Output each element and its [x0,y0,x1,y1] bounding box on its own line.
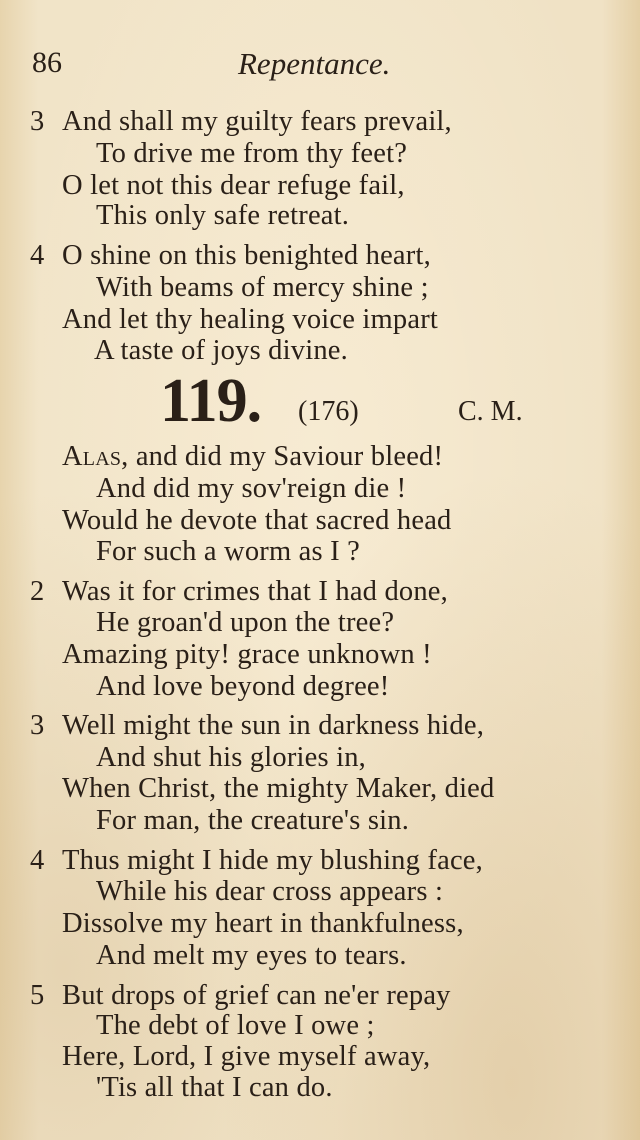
stanza-number: 5 [30,980,45,1011]
verse-line: When Christ, the mighty Maker, died [62,773,495,804]
hymn-meter: C. M. [458,396,523,427]
verse-line: Well might the sun in darkness hide, [62,710,485,741]
stanza-number: 4 [30,240,45,271]
verse-line: For man, the creature's sin. [96,805,410,836]
verse-line-rest: and did my Saviour bleed! [128,441,444,472]
verse-line: This only safe retreat. [96,200,350,231]
verse-line: Dissolve my heart in thankfulness, [62,908,464,939]
verse-line: Was it for crimes that I had done, [62,576,448,607]
verse-line: And did my sov'reign die ! [96,473,407,504]
verse-line: With beams of mercy shine ; [96,272,429,303]
verse-line [62,441,443,473]
verse-line: Thus might I hide my blushing face, [62,845,483,876]
stanza-number: 2 [30,576,45,607]
verse-line: For such a worm as I ? [96,536,361,567]
verse-line: And let thy healing voice impart [62,304,439,335]
stanza-number: 3 [30,106,45,137]
verse-line: Amazing pity! grace unknown ! [62,639,432,670]
hymn-reference: (176) [298,396,359,427]
verse-line: The debt of love I owe ; [96,1010,375,1041]
verse-line: And shall my guilty fears prevail, [62,106,452,137]
verse-line: But drops of grief can ne'er repay [62,980,451,1011]
verse-line: He groan'd upon the tree? [96,607,395,638]
verse-line: 'Tis all that I can do. [96,1072,333,1103]
stanza-number: 3 [30,710,45,741]
verse-line: O let not this dear refuge fail, [62,170,405,201]
running-title: Repentance. [238,46,391,81]
verse-line: To drive me from thy feet? [96,138,408,169]
verse-line: And love beyond degree! [96,671,390,702]
verse-line: Would he devote that sacred head [62,505,452,536]
verse-line: And melt my eyes to tears. [96,940,407,971]
verse-line: Here, Lord, I give myself away, [62,1041,431,1072]
hymn-number: 119. [160,367,262,435]
first-word: Alas, [62,441,129,472]
verse-line: O shine on this benighted heart, [62,240,431,271]
stanza-number: 4 [30,845,45,876]
page-number: 86 [32,46,62,79]
verse-line: While his dear cross appears : [96,876,444,907]
page-header [32,46,620,90]
verse-line: And shut his glories in, [96,742,367,773]
verse-line: A taste of joys divine. [94,335,348,366]
